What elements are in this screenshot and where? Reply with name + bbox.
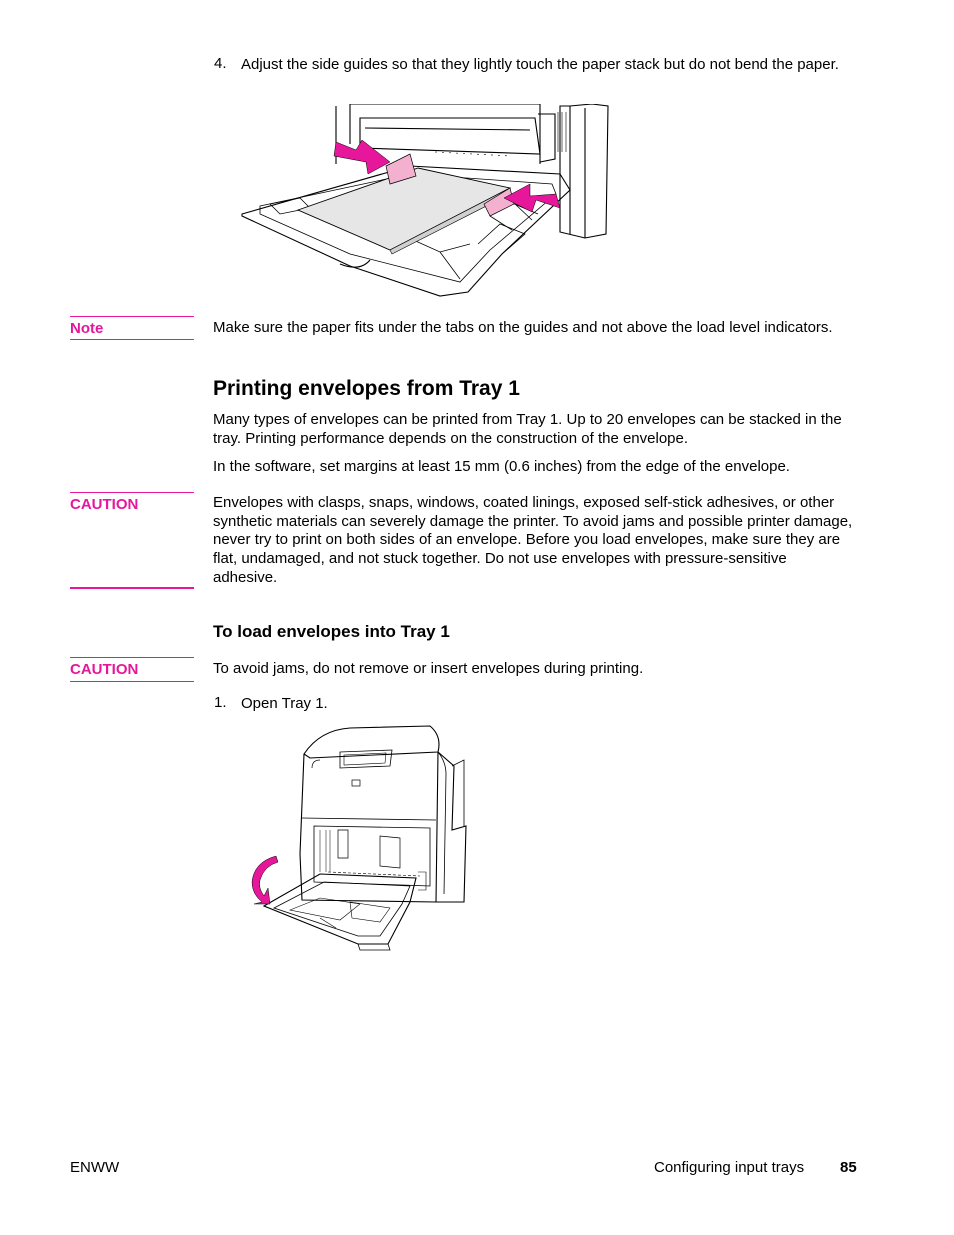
- section-paragraph-2: In the software, set margins at least 15 mm (0.6 inches) from the edge of the envelope.: [213, 458, 790, 475]
- caution-text-2: To avoid jams, do not remove or insert envelopes during printing.: [213, 660, 644, 677]
- note-label: Note: [70, 316, 194, 340]
- section-title: Printing envelopes from Tray 1: [213, 377, 520, 400]
- footer-page-number: 85: [840, 1159, 857, 1176]
- caution-label-1: CAUTION: [70, 492, 194, 513]
- note-text: Make sure the paper fits under the tabs on the guides and not above the load level indicators.: [213, 319, 833, 336]
- footer-left: ENWW: [70, 1159, 120, 1176]
- step-4-number: 4.: [214, 55, 227, 72]
- step-1-text: Open Tray 1.: [241, 695, 328, 712]
- caution-label-2: CAUTION: [70, 657, 194, 682]
- caution-divider-1: [70, 587, 194, 589]
- printer-open-tray-illustration: [240, 722, 468, 952]
- step-4-text: Adjust the side guides so that they lightly touch the paper stack but do not bend the paper.: [241, 56, 839, 73]
- step-1-number: 1.: [214, 694, 227, 711]
- tray-side-guides-illustration: [240, 104, 612, 298]
- caution-text-1: Envelopes with clasps, snaps, windows, coated linings, exposed self-stick adhesives, or other synthetic materials can severely damage the printer. To avoid jams and possible printer damage, never try to print on both sides of an envelope. Before you load envelopes, make sure they are flat, undamaged, and not stuck together. Do not use envelopes with pressure-sensitive adhesive.: [213, 494, 853, 586]
- footer-section: Configuring input trays: [654, 1159, 805, 1176]
- subsection-title: To load envelopes into Tray 1: [213, 622, 450, 641]
- section-paragraph-1: Many types of envelopes can be printed from Tray 1. Up to 20 envelopes can be stacked in the tray. Printing performance depends on the construction of the envelope.: [213, 411, 842, 447]
